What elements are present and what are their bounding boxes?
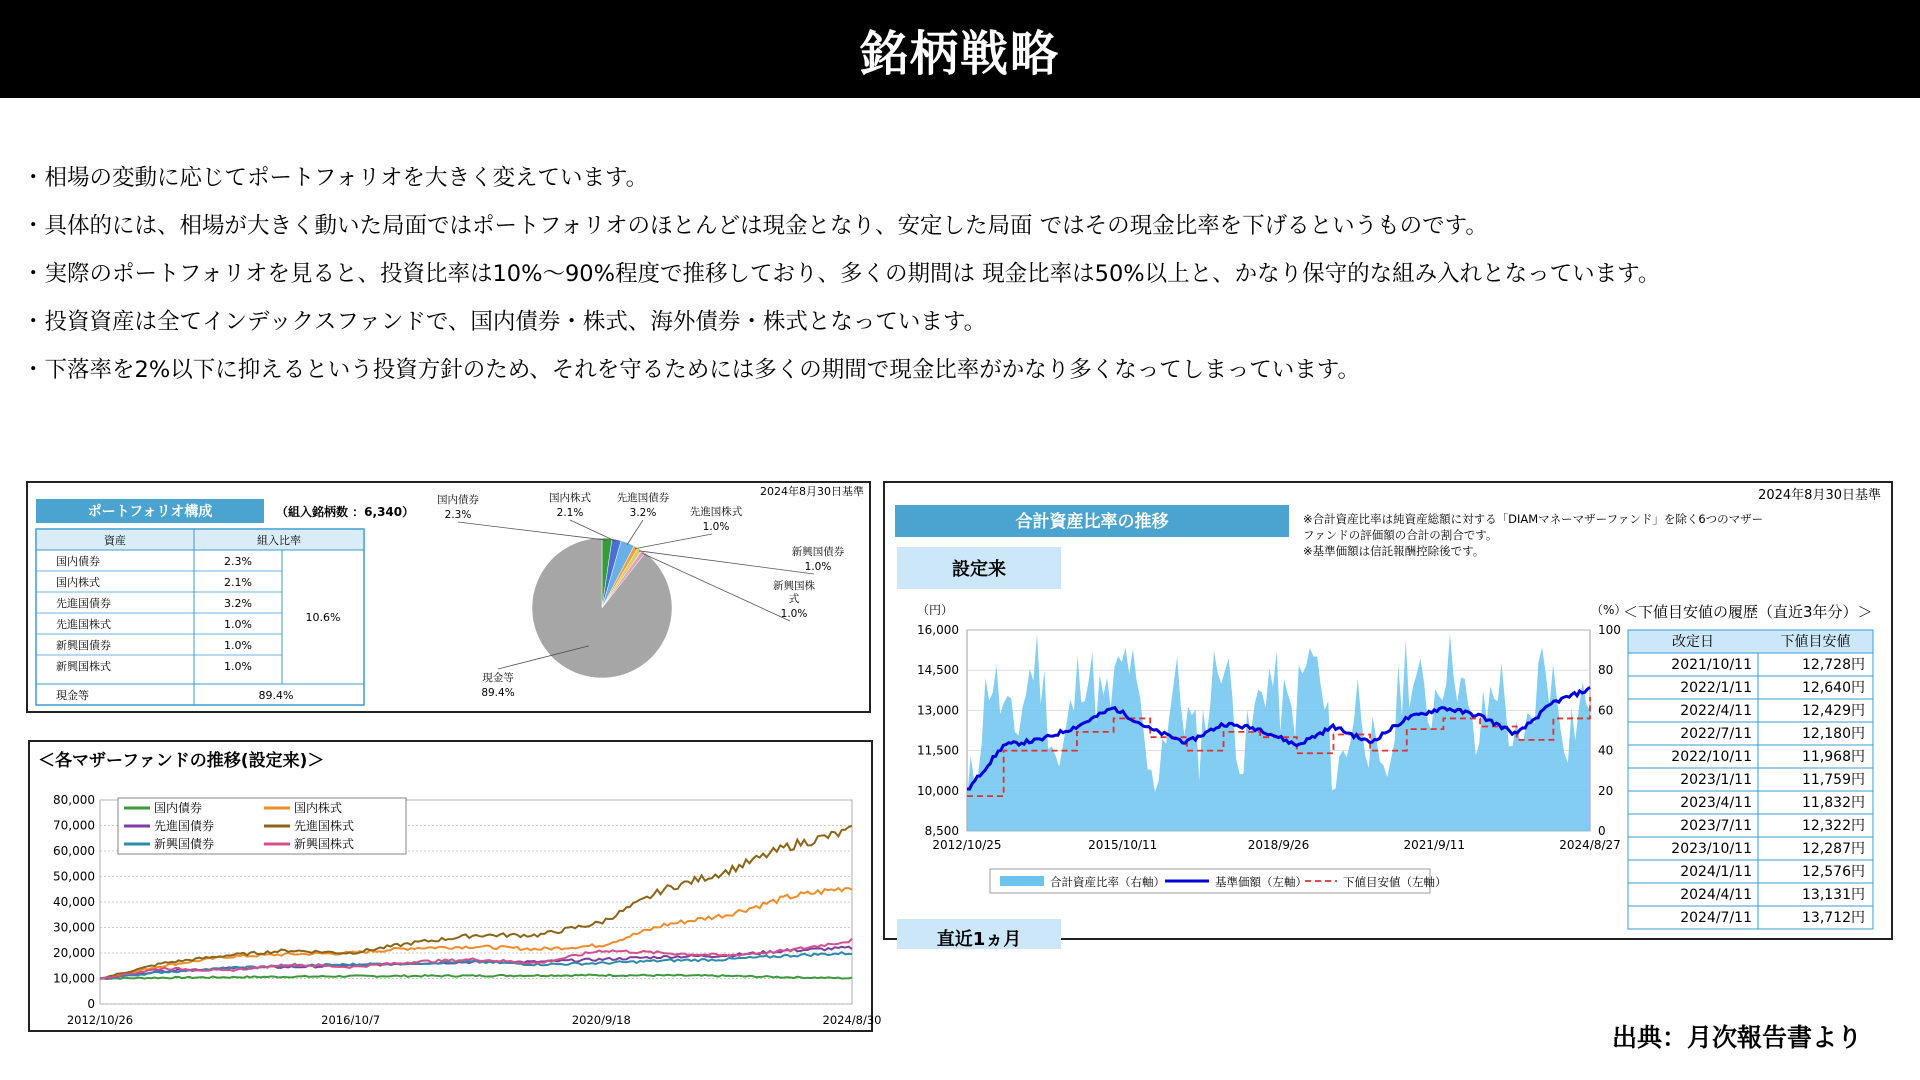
left-tick-label: 10,000 — [917, 783, 959, 798]
left-tick-label: 13,000 — [917, 703, 959, 718]
table-cell-value: 11,968円 — [1802, 749, 1865, 765]
portfolio-base-date: 2024年8月30日基準 — [760, 485, 864, 498]
table-cell-date: 2024/1/11 — [1680, 864, 1752, 880]
x-tick-label: 2015/10/11 — [1088, 838, 1158, 852]
bullet-item: ・相場の変動に応じてポートフォリオを大きく変えています。 — [22, 165, 649, 191]
legend-label: 基準価額（左軸） — [1215, 875, 1307, 889]
bullet-item: ・下落率を2%以下に抑えるという投資方針のため、それを守るためには多くの期間で現金比率がかなり多くなってしまっています。 — [22, 357, 1360, 383]
recent-month-tab: 直近1ヵ月 — [936, 929, 1022, 950]
legend — [118, 798, 406, 854]
x-tick-label: 2016/10/7 — [321, 1013, 381, 1027]
asset-cell: 先進国株式 — [56, 618, 111, 631]
left-tick-label: 11,500 — [917, 743, 959, 758]
subtotal-cell: 10.6% — [305, 611, 341, 624]
table-cell-value: 13,131円 — [1802, 887, 1865, 903]
pie-label: 国内債券 — [437, 494, 479, 506]
legend-swatch — [1000, 876, 1044, 886]
table-cell-date: 2023/1/11 — [1680, 772, 1752, 788]
pie-label: 先進国債券 — [616, 492, 670, 504]
x-tick-label: 2012/10/25 — [932, 838, 1002, 852]
y-tick-label: 50,000 — [53, 869, 95, 884]
x-tick-label: 2024/8/27 — [1559, 838, 1621, 852]
right-tick-label: 80 — [1598, 663, 1614, 678]
x-tick-label: 2012/10/26 — [66, 1013, 134, 1027]
legend-label: 下値目安値（左軸） — [1343, 875, 1447, 889]
pie-label: 国内株式 — [549, 492, 591, 504]
table-cell-value: 12,728円 — [1802, 657, 1865, 673]
pie-leader-line — [627, 520, 643, 545]
left-tick-label: 16,000 — [917, 623, 959, 637]
pie-label: 新興国債券 — [791, 546, 845, 558]
right-tick-label: 60 — [1598, 703, 1614, 718]
col-ratio-header: 組入比率 — [257, 534, 301, 547]
pie-leader-line — [635, 534, 712, 549]
mother-fund-title: ＜各マザーファンドの推移(設定来)＞ — [38, 751, 325, 771]
left-tick-label: 14,500 — [917, 663, 959, 678]
asset-cell: 先進国債券 — [56, 597, 111, 610]
since-inception-tab: 設定来 — [952, 559, 1006, 580]
mother-fund-panel — [28, 740, 882, 1032]
bullet-list — [22, 166, 1902, 406]
pie-label: 式 — [788, 593, 800, 605]
table-cell-date: 2024/7/11 — [1680, 910, 1752, 926]
table-cell-date: 2022/7/11 — [1680, 726, 1752, 742]
x-tick-label: 2020/9/18 — [571, 1013, 631, 1027]
asset-ratio-heading: 合計資産比率の推移 — [1015, 512, 1169, 532]
table-cell-date: 2023/10/11 — [1671, 841, 1752, 857]
portfolio-heading: ポートフォリオ構成 — [87, 504, 213, 520]
bullet-item: ・具体的には、相場が大きく動いた局面ではポートフォリオのほとんどは現金となり、安定した局面 ではその現金比率を下げるというものです。 — [22, 213, 1488, 239]
pie-value-label: 2.3% — [444, 509, 472, 521]
pie-label: 先進国株式 — [689, 506, 743, 518]
page-title: 銘柄戦略 — [0, 0, 1920, 98]
table-cell-date: 2022/4/11 — [1680, 703, 1752, 719]
legend-label: 国内株式 — [294, 801, 343, 815]
right-tick-label: 40 — [1598, 743, 1614, 758]
table-cell-value: 12,640円 — [1802, 680, 1865, 696]
floor-table — [1628, 630, 1873, 929]
table-cell-value: 12,180円 — [1802, 726, 1865, 742]
mother-fund-svg — [30, 742, 882, 1034]
right-tick-label: 100 — [1598, 623, 1621, 637]
x-tick-label: 2021/9/11 — [1403, 838, 1466, 852]
table-cell-date: 2022/10/11 — [1671, 749, 1752, 765]
right-axis-unit: （%） — [1591, 603, 1627, 617]
table-cell-date: 2024/4/11 — [1680, 887, 1752, 903]
portfolio-count: （組入銘柄数 ：6,340） — [276, 505, 415, 519]
pie-value-label: 89.4% — [481, 687, 515, 699]
y-tick-label: 0 — [87, 997, 95, 1011]
cash-label-cell: 現金等 — [56, 689, 89, 702]
asset-ratio-base-date: 2024年8月30日基準 — [1758, 488, 1881, 503]
asset-ratio-panel — [883, 481, 1893, 950]
portfolio-pie — [437, 491, 845, 699]
table-header: 下値目安値 — [1780, 634, 1851, 650]
left-tick-label: 8,500 — [924, 824, 959, 838]
portfolio-table — [36, 529, 364, 705]
table-cell-value: 11,832円 — [1802, 795, 1865, 811]
table-cell-date: 2023/4/11 — [1680, 795, 1752, 811]
table-cell-value: 12,287円 — [1802, 841, 1865, 857]
pie-slice — [532, 538, 672, 678]
x-tick-label: 2024/8/30 — [822, 1013, 882, 1027]
legend — [990, 869, 1447, 893]
left-axis-unit: （円） — [917, 603, 954, 617]
y-tick-label: 40,000 — [53, 895, 95, 909]
pie-value-label: 1.0% — [780, 608, 808, 620]
legend-label: 国内債券 — [154, 801, 203, 815]
portfolio-panel — [26, 481, 871, 713]
table-cell-value: 12,576円 — [1802, 864, 1865, 880]
legend-label: 先進国債券 — [154, 819, 215, 833]
ratio-cell: 1.0% — [224, 618, 252, 631]
table-cell-value: 13,712円 — [1802, 910, 1865, 926]
pie-leader-line — [639, 551, 814, 574]
asset-ratio-svg — [885, 483, 1895, 950]
portfolio-svg — [28, 483, 873, 715]
table-header: 改定日 — [1672, 634, 1714, 650]
asset-ratio-note: ※基準価額は信託報酬控除後です。 — [1303, 544, 1485, 558]
asset-cell: 新興国債券 — [56, 639, 111, 652]
asset-cell: 国内株式 — [56, 576, 100, 589]
y-tick-label: 70,000 — [53, 818, 95, 833]
asset-cell: 国内債券 — [56, 555, 100, 568]
table-cell-value: 12,429円 — [1802, 703, 1865, 719]
pie-leader-line — [458, 522, 607, 540]
bullet-item: ・投資資産は全てインデックスファンドで、国内債券・株式、海外債券・株式となっています。 — [22, 309, 987, 335]
cash-ratio-cell: 89.4% — [258, 689, 294, 702]
asset-cell: 新興国株式 — [56, 660, 111, 673]
floor-table-title: ＜下値目安値の履歴（直近3年分）＞ — [1623, 603, 1873, 621]
source-note: 出典：月次報告書より — [1612, 1023, 1863, 1052]
legend-label: 先進国株式 — [294, 819, 355, 833]
y-tick-label: 30,000 — [53, 920, 95, 935]
col-asset-header: 資産 — [104, 534, 126, 547]
pie-value-label: 2.1% — [556, 507, 584, 519]
ratio-cell: 2.1% — [224, 576, 252, 589]
y-tick-label: 60,000 — [53, 844, 95, 858]
asset-ratio-note: ※合計資産比率は純資産総額に対する「DIAMマネーマザーファンド」を除く6つのマザー — [1303, 512, 1764, 526]
y-tick-label: 10,000 — [53, 971, 95, 986]
y-tick-label: 80,000 — [53, 793, 95, 807]
table-cell-date: 2021/10/11 — [1671, 657, 1752, 673]
table-cell-value: 11,759円 — [1802, 772, 1865, 788]
ratio-cell: 3.2% — [224, 597, 252, 610]
ratio-cell: 1.0% — [224, 639, 252, 652]
legend-label: 新興国債券 — [154, 837, 215, 851]
pie-value-label: 1.0% — [702, 521, 730, 533]
ratio-cell: 2.3% — [224, 555, 252, 568]
table-cell-date: 2023/7/11 — [1680, 818, 1752, 834]
legend-label: 合計資産比率（右軸） — [1050, 875, 1165, 889]
pie-label: 現金等 — [482, 672, 514, 684]
bullet-item: ・実際のポートフォリオを見ると、投資比率は10%～90%程度で推移しており、多くの期間は 現金比率は50%以上と、かなり保守的な組み入れとなっています。 — [22, 261, 1661, 287]
pie-value-label: 1.0% — [804, 561, 832, 573]
asset-ratio-note: ファンドの評価額の合計の割合です。 — [1303, 528, 1498, 542]
x-tick-label: 2018/9/26 — [1247, 838, 1310, 852]
legend-label: 新興国株式 — [294, 837, 355, 851]
right-tick-label: 20 — [1598, 783, 1614, 798]
pie-value-label: 3.2% — [629, 507, 657, 519]
ratio-cell: 1.0% — [224, 660, 252, 673]
table-cell-date: 2022/1/11 — [1680, 680, 1752, 696]
table-cell-value: 12,322円 — [1802, 818, 1865, 834]
pie-label: 新興国株 — [773, 580, 815, 592]
right-tick-label: 0 — [1598, 824, 1606, 838]
y-tick-label: 20,000 — [53, 946, 95, 960]
